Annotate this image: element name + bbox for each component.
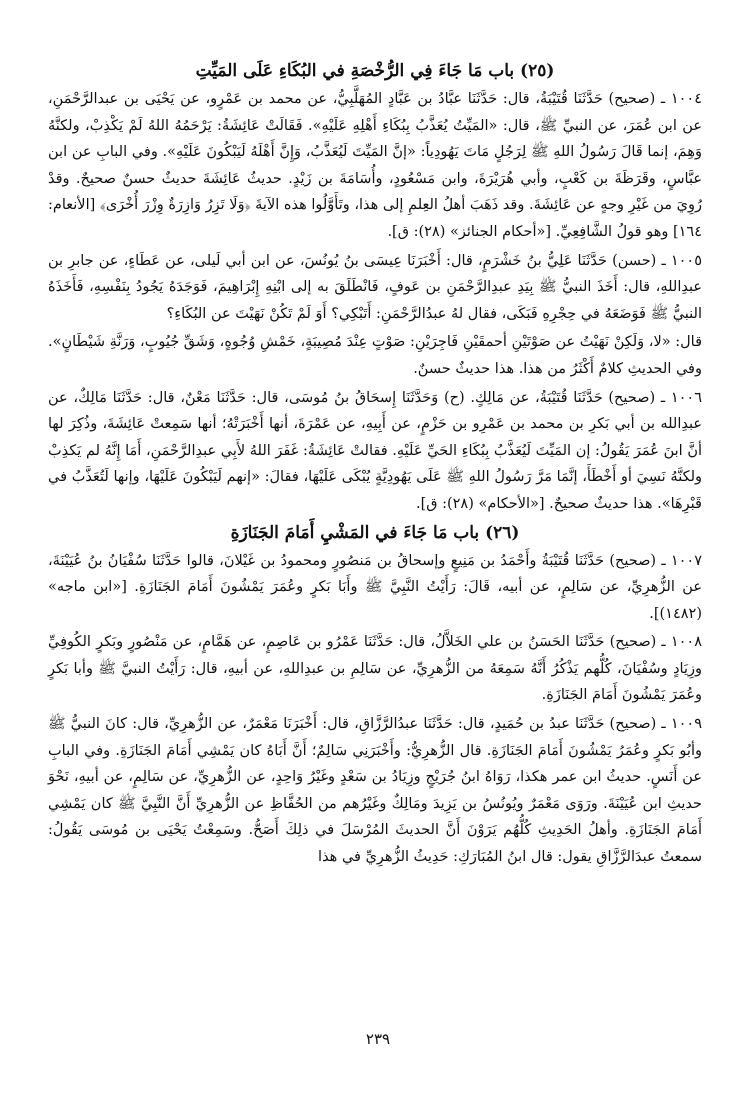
hadith-1009: ١٠٠٩ ـ (صحيح) حَدَّثَنَا عبدُ بن حُمَيدٍ، قال: حَدَّثَنَا عبدُالرَّزَّاقِ، قال: أَخْبَرَنَا مَعْمَرٌ، عن الزُّهرِيِّ، قال: كانَ النبيُّ ﷺ وأبُو بَكرٍ وعُمَرُ يَمْشُونَ أَمَامَ الجَنَازَةِ. قال الزُّهرِيُّ: وأَخْبَرَنِي سَالِمٌ؛ أَنَّ أَبَاهُ كان يَمْشِي أَمَامَ الجَنَازَةِ. وفي البابِ عن أَنَسٍ. حديثُ ابن عمر هكذا، رَوَاهُ ابنُ جُرَيْجٍ وزِيَادُ بن سَعْدٍ وغَيْرُ وَاحِدٍ، عن الزُّهرِيِّ، عن سَالِمٍ، عن أبيهِ، نَحْوَ حديثِ ابن عُيَيْنَةَ. ورَوَى مَعْمَرٌ ويُونُسُ بن يَزِيدَ ومَالِكٌ وغَيْرُهم من الحُفَّاظِ عن الزُّهرِيِّ أَنَّ النَّبِيَّ ﷺ كان يَمْشِي أَمَامَ الجَنَازَةِ. وأهلُ الحَدِيثِ كُلُّهُم يَرَوْنَ أَنَّ الحديثَ المُرْسَلَ في ذلِكَ أَصَحُّ. وسَمِعْتُ يَحْيَى بن مُوسَى يَقُولُ: سمعتُ عبدَالرَّزَّاقِ يقول: قال ابنُ المُبَارَكِ: حَدِيثُ الزُّهرِيِّ في هذا	[48, 716, 702, 866]
page-number: ٢٣٩	[365, 1030, 391, 1048]
hadith-1007: ١٠٠٧ ـ (صحيح) حَدَّثَنَا قُتَيْبَةُ وأَحْمَدُ بن مَنِيعٍ وإسحاقُ بن مَنصُورٍ ومحمودُ بن غَيْلانَ، قالوا حَدَّثَنَا سُفْيَانُ بنُ عُيَيْنَةَ، عن الزُّهرِيِّ، عن سَالِمٍ، عن أبيه، قَالَ: رَأَيْتُ النَّبِيَّ ﷺ وأَبَا بَكرٍ وعُمَرَ يَمْشُونَ أَمَامَ الجَنَازَةِ. [«ابن ماجه» (١٤٨٢)].	[48, 552, 702, 622]
hadith-1005: ١٠٠٥ ـ (حسن) حَدَّثَنَا عَلِيُّ بنُ خَشْرَمٍ، قال: أَخْبَرَنَا عِيسَى بنُ يُونُسَ، عن ابن أبي لَيلى، عن عَطَاءٍ، عن جابرِ بن عبدِاللهِ، قال: أَخَذَ النبيُّ ﷺ بِيَدِ عبدِالرَّحْمَنِ بن عَوفٍ، فَانْطَلَقَ به إلى ابْنِهِ إِبْرَاهِيمَ، فَوَجَدَهُ يَجُودُ بِنَفْسِهِ، فَأَخَذَهُ النبيُّ ﷺ فَوَضَعَهُ في حِجْرِهِ فَبَكَى، فقال لهُ عبدُالرَّحْمَنِ: أَتَبْكِي؟ أَوَ لَمْ تَكُنْ نَهَيْتَ عن البُكَاءِ؟	[48, 252, 702, 322]
hadith-1008: ١٠٠٨ ـ (صحيح) حَدَّثَنَا الحَسَنُ بن علي الخَلاَّلُ، قال: حَدَّثَنَا عَمْرُو بن عَاصِمٍ، عن هَمَّامٍ، عن مَنْصُورٍ وبَكرٍ الكُوفِيِّ وزِيَادٍ وسُفْيَانَ، كُلُّهم يَذْكُرُ أَنَّهُ سَمِعَهُ من الزُّهرِيِّ، عن سَالِمِ بن عبدِاللهِ، عن أبيهِ، قال: رَأَيْتُ النبيَّ ﷺ وأبا بَكرٍ وعُمَرَ يَمْشُونَ أَمَامَ الجَنَازَةِ.	[48, 634, 702, 704]
chapter-heading-25: (٢٥) باب مَا جَاءَ فِي الرُّخْصَةِ في البُكَاءِ عَلَى المَيِّتِ	[195, 61, 555, 81]
hadith-1006: ١٠٠٦ ـ (صحيح) حَدَّثَنَا قُتَيْبَةُ، عن مَالِكٍ. (ح) وَحَدَّثَنَا إِسحَاقُ بنُ مُوسَى، قال: حَدَّثَنَا مَعْنٌ، قال: حَدَّثَنَا مَالِكٌ، عن عبدِالله بن أبي بَكرِ بن محمد بن عَمْرِو بن حَزْمٍ، عن أَبِيهِ، عن عَمْرَةَ، أنها أَخْبَرَتْهُ؛ أنها سَمِعتْ عَائِشَةَ، وذُكِرَ لها أنَّ ابنَ عُمَرَ يَقُولُ: إن المَيِّتَ لَيُعَذَّبُ بِبُكَاءِ الحَيِّ عَلَيْهِ. فقالتْ عَائِشَةُ: غَفَرَ اللهُ لأَبِي عبدِالرَّحْمَنِ، أَمَا إِنَّهُ لم يَكذِبْ ولكنَّهُ نَسِيَ أو أَخْطَأَ، إنَّمَا مَرَّ رَسُولُ اللهِ ﷺ عَلَى يَهُودِيَّةٍ يُبْكَى عَلَيْهَا، فقالَ: «إنهم لَيَبْكُونَ عَلَيْهَا، وإنها لَتُعَذَّبُ في قَبْرِهَا». هذا حديثٌ صحيحٌ. [«الأحكام» (٢٨): ق].	[48, 389, 702, 512]
hadith-1005-continuation: قال: «لا، وَلَكِنْ نَهَيْتُ عن صَوْتَيْنِ أحمقَيْنِ فَاجِرَيْنِ: صَوْتٍ عِنْدَ مُصِيبَةٍ، خَمْشِ وُجُوهٍ، وَشَقِّ جُيُوبٍ، وَرَنَّةِ شَيْطَانٍ». وفي الحديثِ كلامٌ أَكْثَرُ من هذا. هذا حديثٌ حسنٌ.	[48, 334, 702, 377]
hadith-1004: ١٠٠٤ ـ (صحيح) حَدَّثَنَا قُتَيْبَةُ، قال: حَدَّثَنَا عبَّادُ بن عَبَّادٍ المُهَلَّبِيُّ، عن محمد بن عَمْرٍو، عن يَحْيَى بن عبدالرَّحْمَنِ، عن ابن عُمَرَ، عن النبيِّ ﷺ، قال: «المَيِّتُ يُعَذَّبُ بِبُكَاءِ أَهْلِهِ عَلَيْهِ». فَقَالَتْ عَائِشَةُ: يَرْحَمُهُ اللهُ لَمْ يَكْذِبْ، ولكنَّهُ وَهِمَ، إنما قَالَ رَسُولُ اللهِ ﷺ لِرَجُلٍ مَاتَ يَهُودِياً: «إنَّ المَيِّتَ لَيُعَذَّبُ، وَإِنَّ أَهْلَهُ لَيَبْكُونَ عَلَيْهِ». وفي البابِ عن ابن عبَّاسٍ، وقَرَظَةَ بن كَعْبٍ، وأبي هُرَيْرَةَ، وابن مَسْعُودٍ، وأُسَامَةَ بن زَيْدٍ. حديثُ عَائِشَةَ حديثٌ حسنٌ صحيحٌ. وقدْ رُوِيَ من غَيْرِ وجهٍ عن عَائِشَةَ. وقد ذَهَبَ أهلُ العِلمِ إلى هذا، وتَأَوَّلُوا هذه الآيةَ ﴿وَلَا تَزِرُ وَازِرَةٌ وِزْرَ أُخْرَى﴾ [الأنعام: ١٦٤] وهو قولُ الشَّافِعِيِّ. [«أحكام الجنائز» (٢٨): ق].	[48, 91, 702, 240]
chapter-heading-26: (٢٦) باب مَا جَاءَ في المَشْيِ أَمَامَ الجَنَازَةِ	[230, 522, 520, 543]
